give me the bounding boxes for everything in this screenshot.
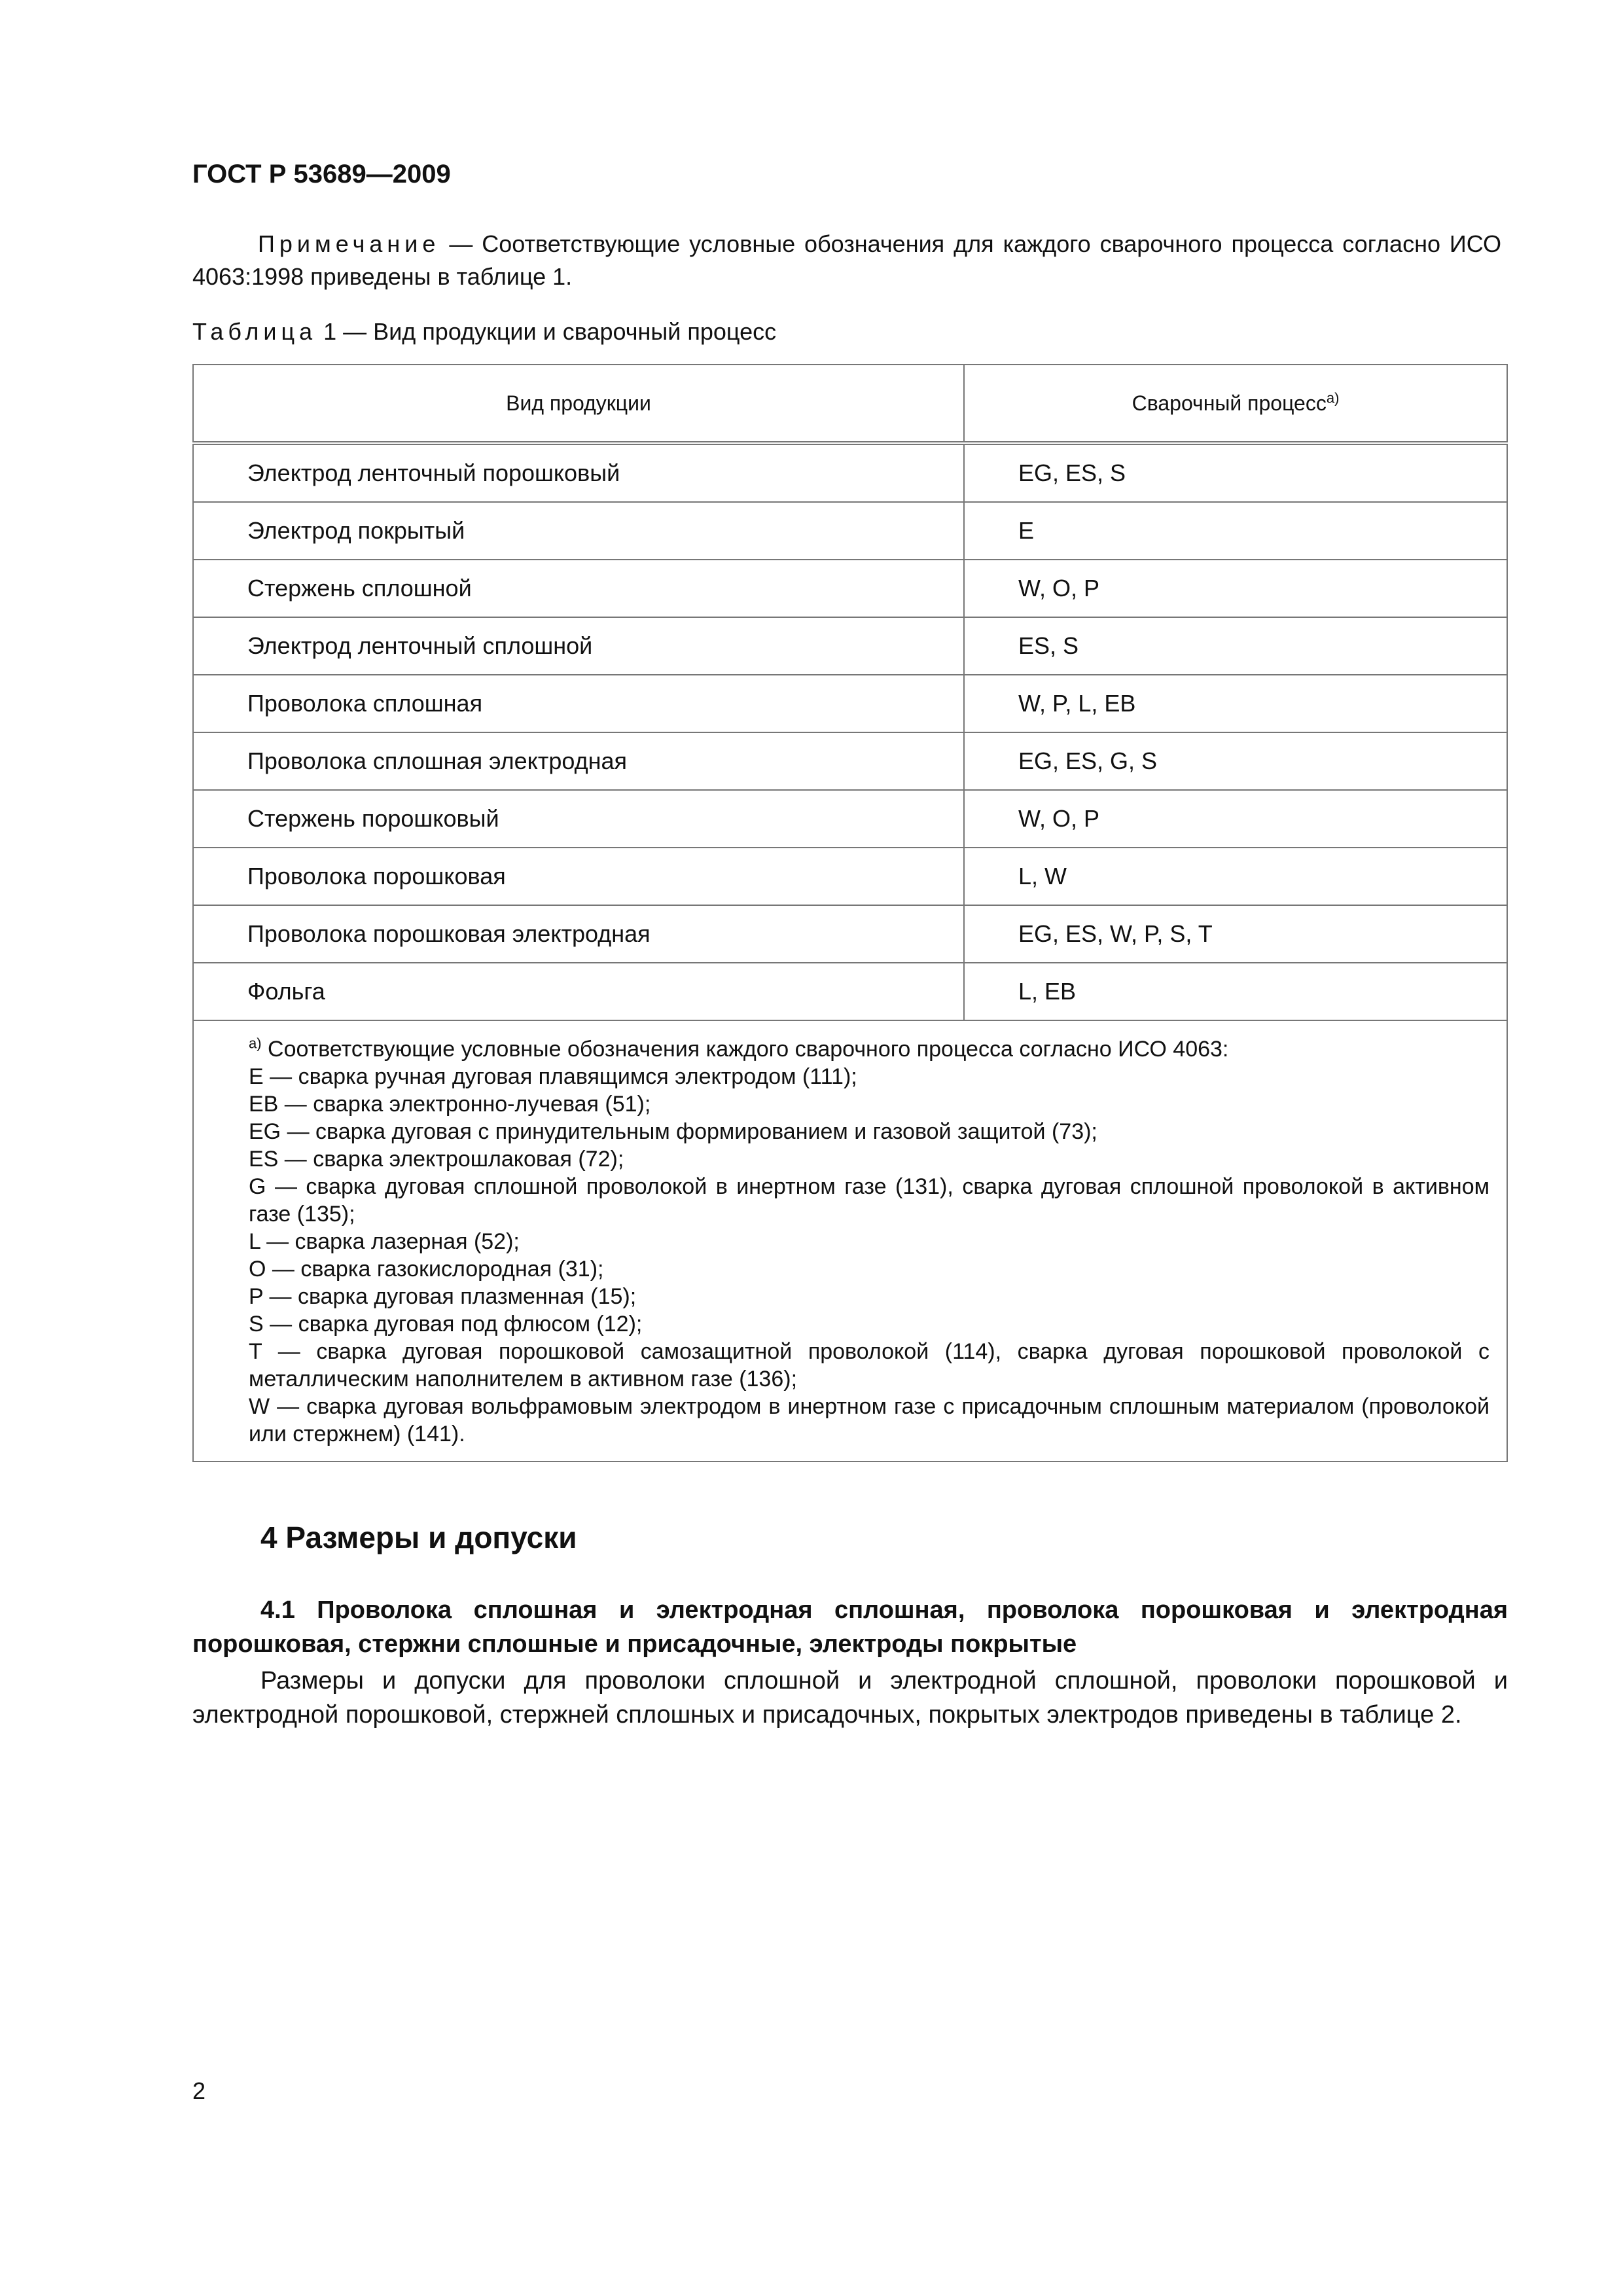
column-header-process-label: Сварочный процесс <box>1132 391 1327 415</box>
section-heading: 4 Размеры и допуски <box>260 1520 577 1554</box>
column-header-process <box>964 365 1507 443</box>
note-label: Примечание <box>258 230 440 257</box>
product-cell: Стержень порошковый <box>193 790 964 848</box>
product-cell: Проволока сплошная электродная <box>193 732 964 790</box>
table-footnote-row <box>193 1020 1507 1462</box>
product-process-table <box>192 364 1508 1462</box>
footnote-line: L — сварка лазерная (52); <box>249 1229 520 1254</box>
footnote-line: EG — сварка дуговая с принудительным формированием и газовой защитой (73); <box>249 1119 1097 1144</box>
table-row <box>193 790 1507 848</box>
table-caption-label: Таблица <box>192 318 317 345</box>
product-cell: Проволока порошковая электродная <box>193 905 964 963</box>
footnote-line: O — сварка газокислородная (31); <box>249 1257 604 1282</box>
table-row <box>193 848 1507 905</box>
product-cell: Проволока сплошная <box>193 675 964 732</box>
process-cell: EG, ES, G, S <box>964 732 1507 790</box>
footnote-ref-mark: а) <box>1326 389 1340 406</box>
footnote-line: P — сварка дуговая плазменная (15); <box>249 1284 637 1309</box>
page-number: 2 <box>192 2077 206 2104</box>
product-cell: Фольга <box>193 963 964 1020</box>
table-row <box>193 502 1507 560</box>
process-cell: EG, ES, S <box>964 443 1507 502</box>
table-caption-text: 1 — Вид продукции и сварочный процесс <box>317 318 777 345</box>
process-cell: W, O, P <box>964 790 1507 848</box>
table-row <box>193 675 1507 732</box>
product-cell: Стержень сплошной <box>193 560 964 617</box>
table-header-row <box>193 365 1507 443</box>
footnote-line: S — сварка дуговая под флюсом (12); <box>249 1312 643 1336</box>
footnote-line: ES — сварка электрошлаковая (72); <box>249 1147 624 1172</box>
body-paragraph: Размеры и допуски для проволоки сплошной и электродной сплошной, проволоки порошковой и электродной порошковой, стержней сплошных и присадочных, покрытых электродов приведены в таблице 2. <box>192 1667 1508 1729</box>
table-row <box>193 963 1507 1020</box>
table-footnote <box>193 1020 1507 1462</box>
table-row <box>193 732 1507 790</box>
product-cell: Электрод ленточный сплошной <box>193 617 964 675</box>
footnote-line <box>211 1035 1489 1063</box>
table-row <box>193 905 1507 963</box>
table-row <box>193 617 1507 675</box>
footnote-intro: Соответствующие условные обозначения каждого сварочного процесса согласно ИСО 4063: <box>261 1037 1229 1062</box>
process-cell: L, EB <box>964 963 1507 1020</box>
footnote-line: W — сварка дуговая вольфрамовым электродом в инертном газе с присадочным сплошным материалом (проволокой или стержнем) (141). <box>249 1394 1489 1446</box>
process-cell: E <box>964 502 1507 560</box>
process-cell: EG, ES, W, P, S, T <box>964 905 1507 963</box>
table-row <box>193 560 1507 617</box>
process-cell: ES, S <box>964 617 1507 675</box>
footnote-line: E — сварка ручная дуговая плавящимся электродом (111); <box>249 1064 857 1089</box>
document-code: ГОСТ Р 53689—2009 <box>192 160 451 188</box>
process-cell: W, O, P <box>964 560 1507 617</box>
process-cell: L, W <box>964 848 1507 905</box>
footnote-line: EB — сварка электронно-лучевая (51); <box>249 1092 651 1117</box>
footnote-mark: а) <box>249 1035 262 1052</box>
footnote-line: T — сварка дуговая порошковой самозащитной проволокой (114), сварка дуговая порошковой проволокой с металлическим наполнителем в активном газе (136); <box>249 1339 1489 1391</box>
column-header-product: Вид продукции <box>193 365 964 443</box>
footnote-line: G — сварка дуговая сплошной проволокой в инертном газе (131), сварка дуговая сплошной проволокой в активном газе (135); <box>249 1174 1489 1227</box>
product-cell: Проволока порошковая <box>193 848 964 905</box>
table-row <box>193 443 1507 502</box>
process-cell: W, P, L, EB <box>964 675 1507 732</box>
subsection-heading: 4.1 Проволока сплошная и электродная сплошная, проволока порошковая и электродная порошковая, стержни сплошные и присадочные, электроды покрытые <box>192 1596 1508 1658</box>
note-text: — Соответствующие условные обозначения для каждого сварочного процесса согласно ИСО 4063:1998 приведены в таблице 1. <box>192 230 1501 290</box>
product-cell: Электрод ленточный порошковый <box>193 443 964 502</box>
note-paragraph <box>192 228 1501 293</box>
product-cell: Электрод покрытый <box>193 502 964 560</box>
table-caption <box>192 318 776 346</box>
